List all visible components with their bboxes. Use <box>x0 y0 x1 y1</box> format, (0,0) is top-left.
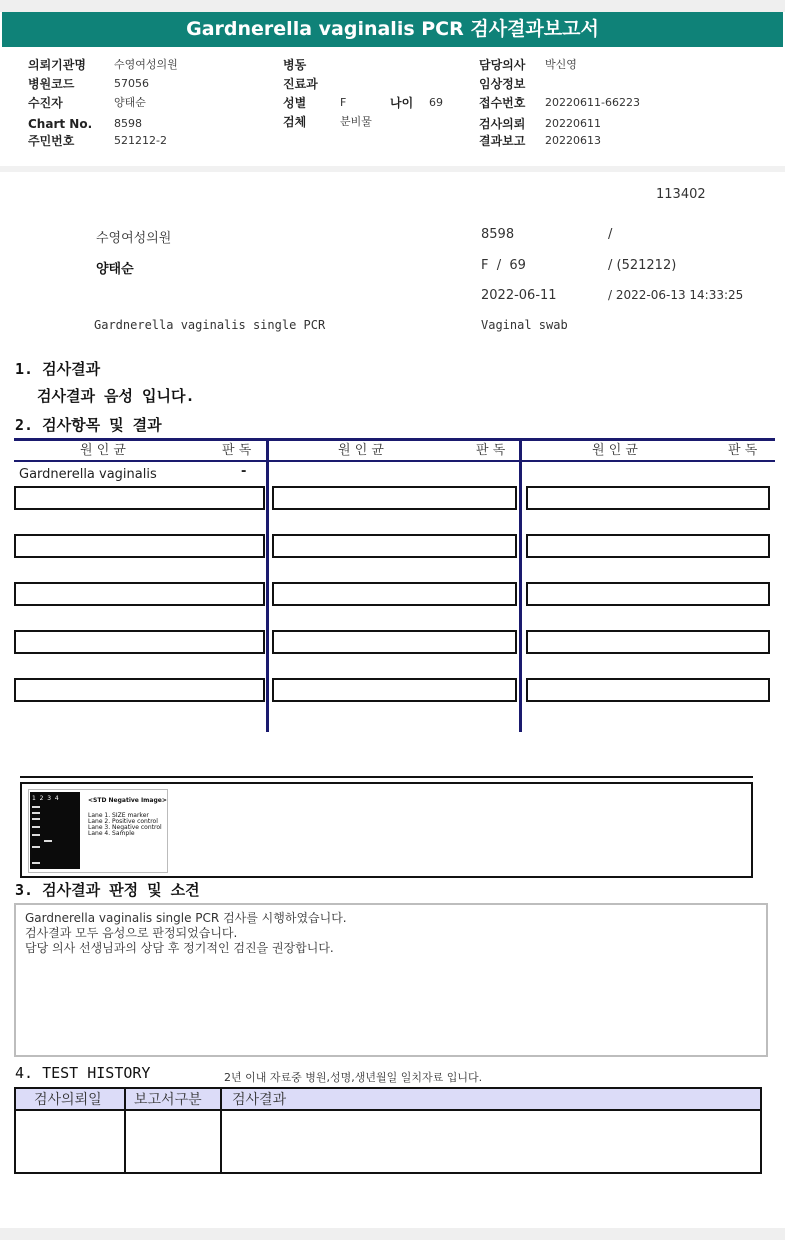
ward-label: 병동 <box>283 58 307 72</box>
summary-birth: / (521212) <box>608 258 677 273</box>
empty-result-box <box>272 486 517 510</box>
column-separator <box>266 438 269 732</box>
gel-band <box>32 812 40 814</box>
history-note: 2년 이내 자료중 병원,성명,생년월일 일치자료 입니다. <box>224 1071 483 1084</box>
history-column-divider <box>124 1089 126 1172</box>
request-date-value: 20220611 <box>545 117 601 130</box>
doctor-label: 담당의사 <box>479 58 526 72</box>
patient-value: 양태순 <box>114 96 146 109</box>
history-header-row <box>16 1089 760 1111</box>
empty-result-box <box>272 678 517 702</box>
report-title: Gardnerella vaginalis PCR 검사결과보고서 <box>2 12 783 47</box>
col-head-judgement: 판 독 <box>222 443 252 458</box>
section1-result: 검사결과 음성 입니다. <box>37 387 195 405</box>
gel-band <box>32 818 40 820</box>
report-date-value: 20220613 <box>545 134 601 147</box>
department-label: 진료과 <box>283 77 318 91</box>
opinion-line: 검사결과 모두 음성으로 판정되었습니다. <box>25 926 238 940</box>
gel-lanes-photo <box>30 792 80 869</box>
hospital-code-value: 57056 <box>114 77 149 90</box>
section4-heading: 4. TEST HISTORY <box>15 1064 151 1082</box>
request-date-label: 검사의뢰 <box>479 117 526 131</box>
gel-band <box>32 846 40 848</box>
result-pathogen: Gardnerella vaginalis <box>19 467 157 482</box>
column-separator <box>519 438 522 732</box>
section3-heading: 3. 검사결과 판정 및 소견 <box>15 881 200 899</box>
top-margin-band <box>0 0 785 12</box>
table-header-rule <box>14 460 775 462</box>
age-label: 나이 <box>390 96 414 110</box>
patient-label: 수진자 <box>28 96 63 110</box>
gel-band <box>32 862 40 864</box>
summary-test-name: Gardnerella vaginalis single PCR <box>94 318 326 332</box>
empty-result-box <box>526 582 770 606</box>
specimen-label: 검체 <box>283 115 307 129</box>
report-date-label: 결과보고 <box>479 134 526 148</box>
gel-lane-numbers: 1 2 3 4 <box>32 795 59 802</box>
empty-result-box <box>526 486 770 510</box>
empty-result-box <box>272 582 517 606</box>
empty-result-box <box>526 534 770 558</box>
clinic-value: 수영여성의원 <box>114 58 178 71</box>
gel-title: <STD Negative Image> <box>88 797 167 804</box>
gel-band <box>32 806 40 808</box>
empty-result-box <box>526 678 770 702</box>
gel-lane-2: Lane 2. Positive control <box>88 818 158 825</box>
sex-value: F <box>340 96 347 109</box>
receipt-no-value: 20220611-66223 <box>545 96 640 109</box>
summary-request-date: 2022-06-11 <box>481 288 557 303</box>
chart-no-label: Chart No. <box>28 117 93 131</box>
clinical-info-label: 임상정보 <box>479 77 526 91</box>
clinic-label: 의뢰기관명 <box>28 58 86 72</box>
col-head-pathogen: 원 인 균 <box>338 443 384 458</box>
history-table <box>14 1087 762 1174</box>
header-separator <box>0 166 785 172</box>
receipt-no-label: 접수번호 <box>479 96 526 110</box>
result-judgement: - <box>241 464 247 479</box>
opinion-line: Gardnerella vaginalis single PCR 검사를 시행하였습니다. <box>25 911 347 925</box>
resident-no-label: 주민번호 <box>28 134 75 148</box>
opinion-line: 담당 의사 선생님과의 상담 후 정기적인 검진을 권장합니다. <box>25 941 334 955</box>
image-top-rule <box>20 776 753 778</box>
history-column-divider <box>220 1089 222 1172</box>
age-value: 69 <box>429 96 443 109</box>
sex-label: 성별 <box>283 96 307 110</box>
resident-no-value: 521212-2 <box>114 134 167 147</box>
bottom-margin-band <box>0 1228 785 1240</box>
chart-no-value: 8598 <box>114 117 142 130</box>
hospital-code-label: 병원코드 <box>28 77 75 91</box>
col-head-judgement: 판 독 <box>728 443 758 458</box>
summary-specimen: Vaginal swab <box>481 318 568 332</box>
empty-result-box <box>14 582 265 606</box>
gel-band <box>32 826 40 828</box>
history-col-request-date: 검사의뢰일 <box>34 1092 102 1108</box>
col-head-pathogen: 원 인 균 <box>592 443 638 458</box>
gel-lane-3: Lane 3. Negative control <box>88 824 162 831</box>
summary-report-datetime: / 2022-06-13 14:33:25 <box>608 288 744 302</box>
empty-result-box <box>14 678 265 702</box>
empty-result-box <box>526 630 770 654</box>
section2-heading: 2. 검사항목 및 결과 <box>15 416 162 434</box>
summary-patient: 양태순 <box>96 262 134 277</box>
gel-band <box>44 840 52 842</box>
empty-result-box <box>14 534 265 558</box>
summary-clinic: 수영여성의원 <box>96 231 172 246</box>
gel-lane-1: Lane 1. SIZE marker <box>88 812 149 819</box>
section1-heading: 1. 검사결과 <box>15 360 101 378</box>
empty-result-box <box>272 630 517 654</box>
gel-lane-4: Lane 4. Sample <box>88 830 135 837</box>
empty-result-box <box>272 534 517 558</box>
summary-code: 113402 <box>656 187 706 202</box>
col-head-pathogen: 원 인 균 <box>80 443 126 458</box>
summary-slash: / <box>608 227 613 242</box>
specimen-value: 분비물 <box>340 115 372 128</box>
col-head-judgement: 판 독 <box>476 443 506 458</box>
summary-chart: 8598 <box>481 227 515 242</box>
doctor-value: 박신영 <box>545 58 577 71</box>
opinion-box <box>14 903 768 1057</box>
summary-sex-age: F / 69 <box>481 258 526 273</box>
gel-band <box>32 834 40 836</box>
empty-result-box <box>14 486 265 510</box>
table-top-rule <box>14 438 775 441</box>
history-col-report-type: 보고서구분 <box>134 1092 202 1108</box>
history-col-result: 검사결과 <box>232 1092 287 1108</box>
empty-result-box <box>14 630 265 654</box>
